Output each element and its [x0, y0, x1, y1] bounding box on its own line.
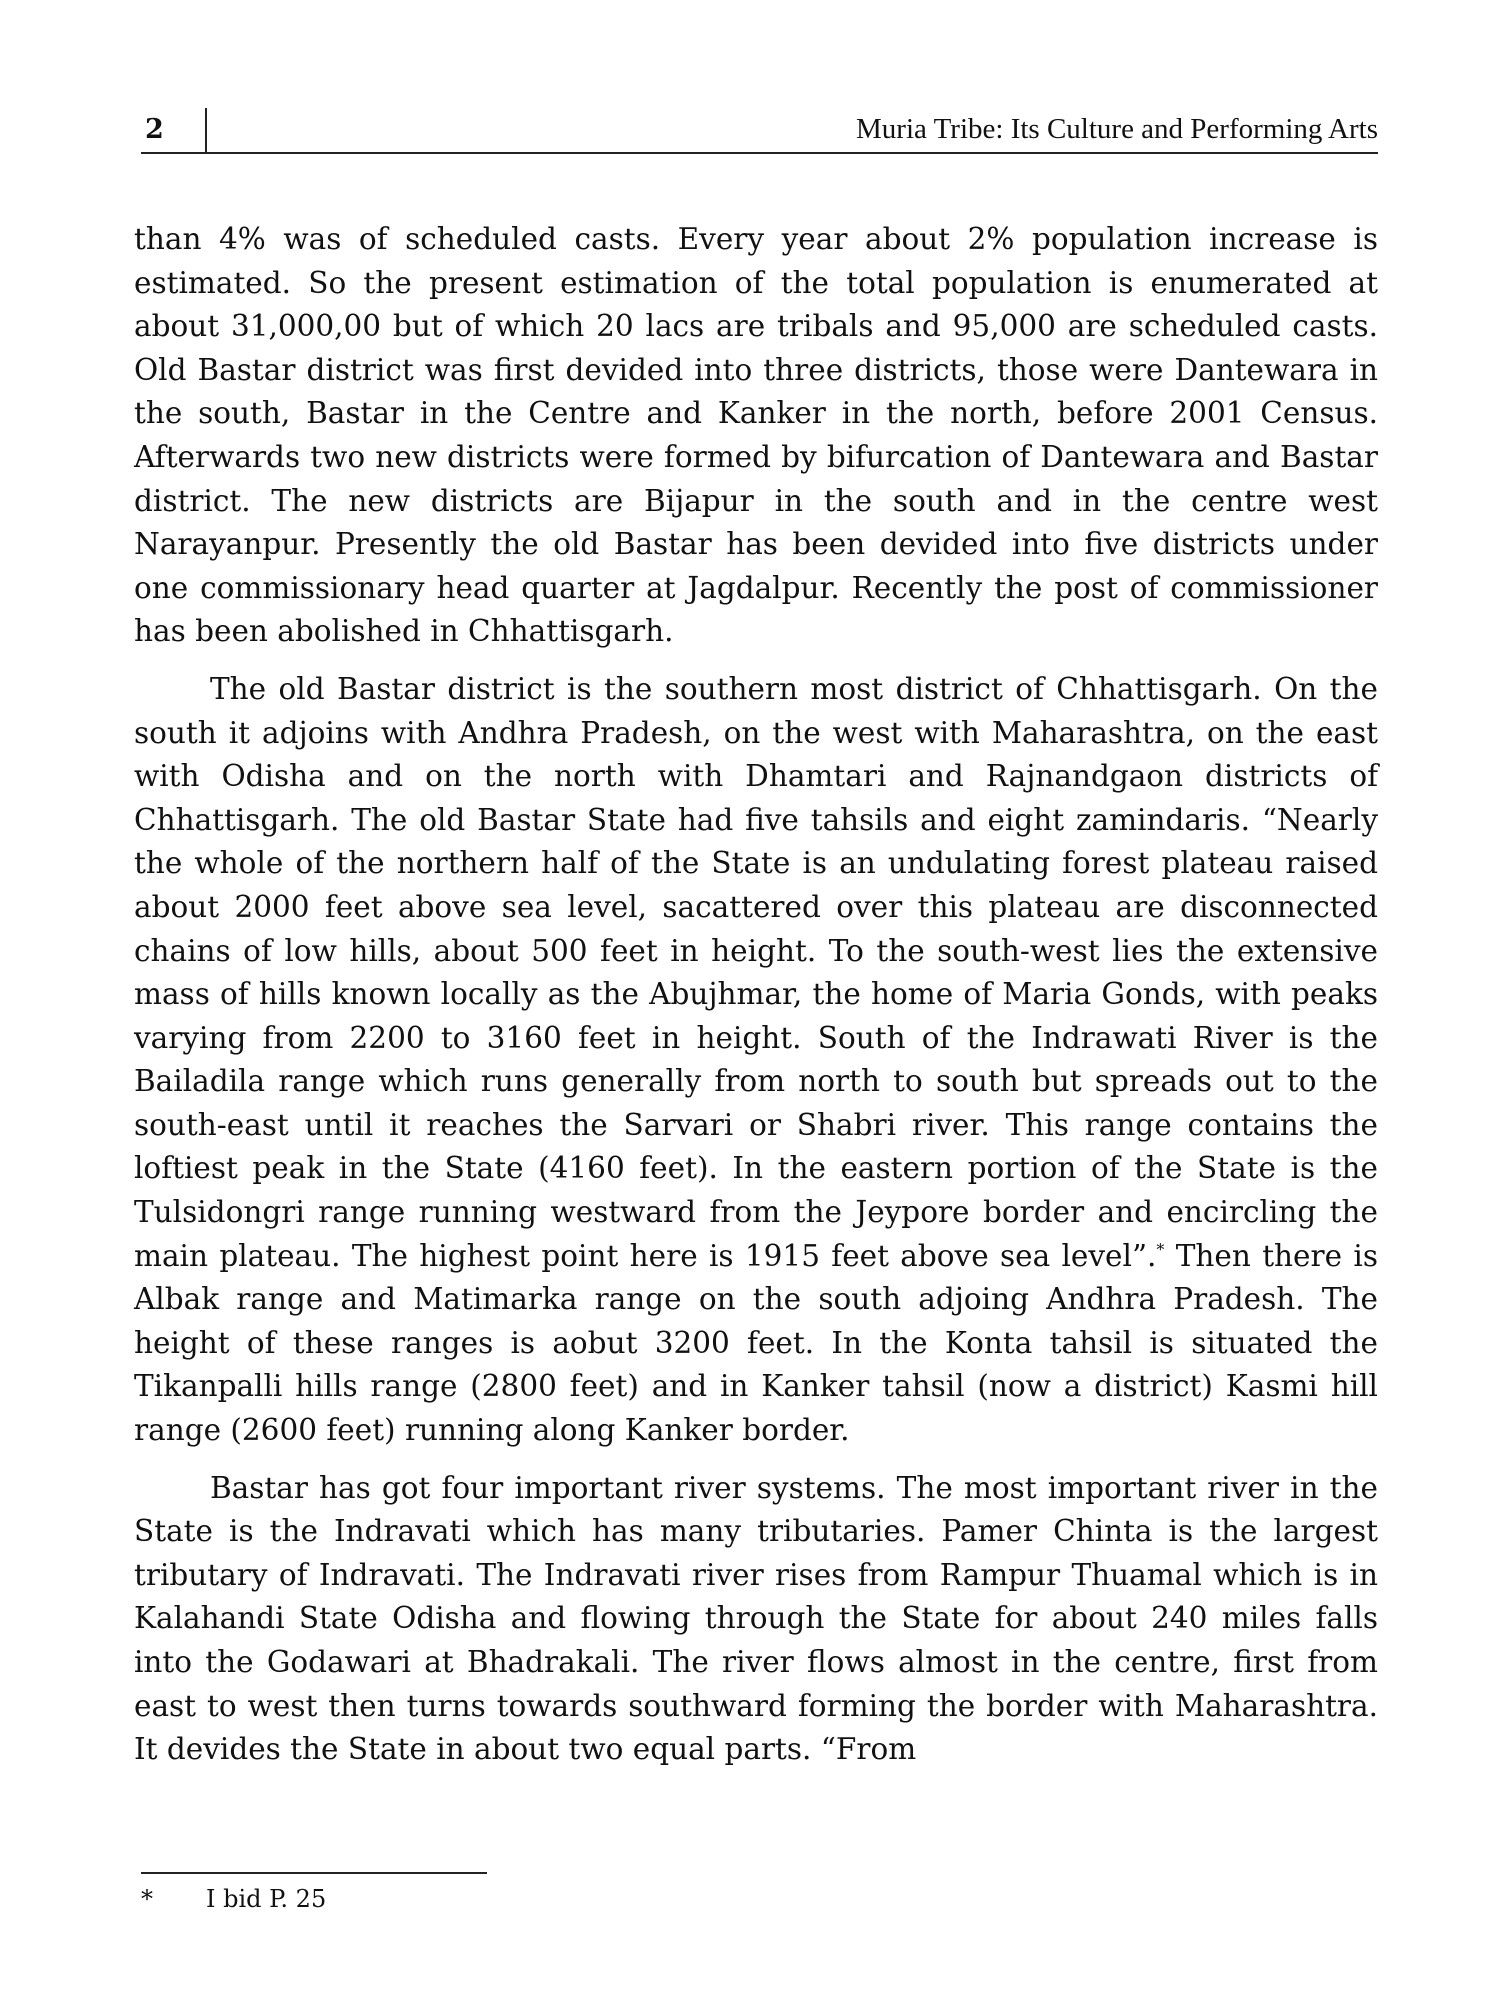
paragraph-2: [134, 668, 1378, 1453]
footnote-text: I bid P. 25: [206, 1885, 327, 1913]
body-text: [134, 218, 1378, 1786]
page-number: 2: [145, 114, 164, 145]
footnote-divider: [141, 1872, 487, 1874]
footnote-marker: *: [141, 1885, 153, 1913]
paragraph-1: than 4% was of scheduled casts. Every year about 2% population increase is estimated. So the present estimation of the total population is enumerated at about 31,000,00 but of which 20 lacs are tribals and 95,000 are scheduled casts. Old Bastar district was first devided into three districts, those were Dantewara in the south, Bastar in the Centre and Kanker in the north, before 2001 Census. Afterwards two new districts were formed by bifurcation of Dantewara and Bastar district. The new districts are Bijapur in the south and in the centre west Narayanpur. Presently the old Bastar has been devided into five districts under one commissionary head quarter at Jagdalpur. Recently the post of commissioner has been abolished in Chhattisgarh.: [134, 222, 1378, 649]
header-divider: [205, 108, 207, 152]
paragraph-3: Bastar has got four important river systems. The most important river in the State is the Indravati which has many tributaries. Pamer Chinta is the largest tributary of Indravati. The Indravati river rises from Rampur Thuamal which is in Kalahandi State Odisha and flowing through the State for about 240 miles falls into the Godawari at Bhadrakali. The river flows almost in the centre, first from east to west then turns towards southward forming the border with Maharashtra. It devides the State in about two equal parts. “From: [134, 1470, 1378, 1767]
running-title: Muria Tribe: Its Culture and Performing Arts: [856, 113, 1378, 145]
page-header: [141, 108, 1378, 154]
paragraph-2-continuation: Then there is Albak range and Matimarka range on the south adjoing Andhra Pradesh. The height of these ranges is aobut 3200 feet. In the Konta tahsil is situated the Tikanpalli hills range (2800 feet) and in Kanker tahsil (now a district) Kasmi hill range (2600 feet) running along Kanker border.: [134, 1238, 1378, 1448]
paragraph-2-text: The old Bastar district is the southern most district of Chhattisgarh. On the south it adjoins with Andhra Pradesh, on the west with Maharashtra, on the east with Odisha and on the north with Dhamtari and Rajnandgaon districts of Chhattisgarh. The old Bastar State had five tahsils and eight zamindaris. “Nearly the whole of the northern half of the State is an undulating forest plateau raised about 2000 feet above sea level, sacattered over this plateau are disconnected chains of low hills, about 500 feet in height. To the south-west lies the extensive mass of hills known locally as the Abujhmar, the home of Maria Gonds, with peaks varying from 2200 to 3160 feet in height. South of the Indrawati River is the Bailadila range which runs generally from north to south but spreads out to the south-east until it reaches the Sarvari or Shabri river. This range contains the loftiest peak in the State (4160 feet). In the eastern portion of the State is the Tulsidongri range running westward from the Jeypore border and encircling the main plateau. The highest point here is 1915 feet above sea level”.: [134, 671, 1378, 1273]
footnote: [141, 1885, 326, 1913]
footnote-reference: *: [1156, 1239, 1165, 1259]
